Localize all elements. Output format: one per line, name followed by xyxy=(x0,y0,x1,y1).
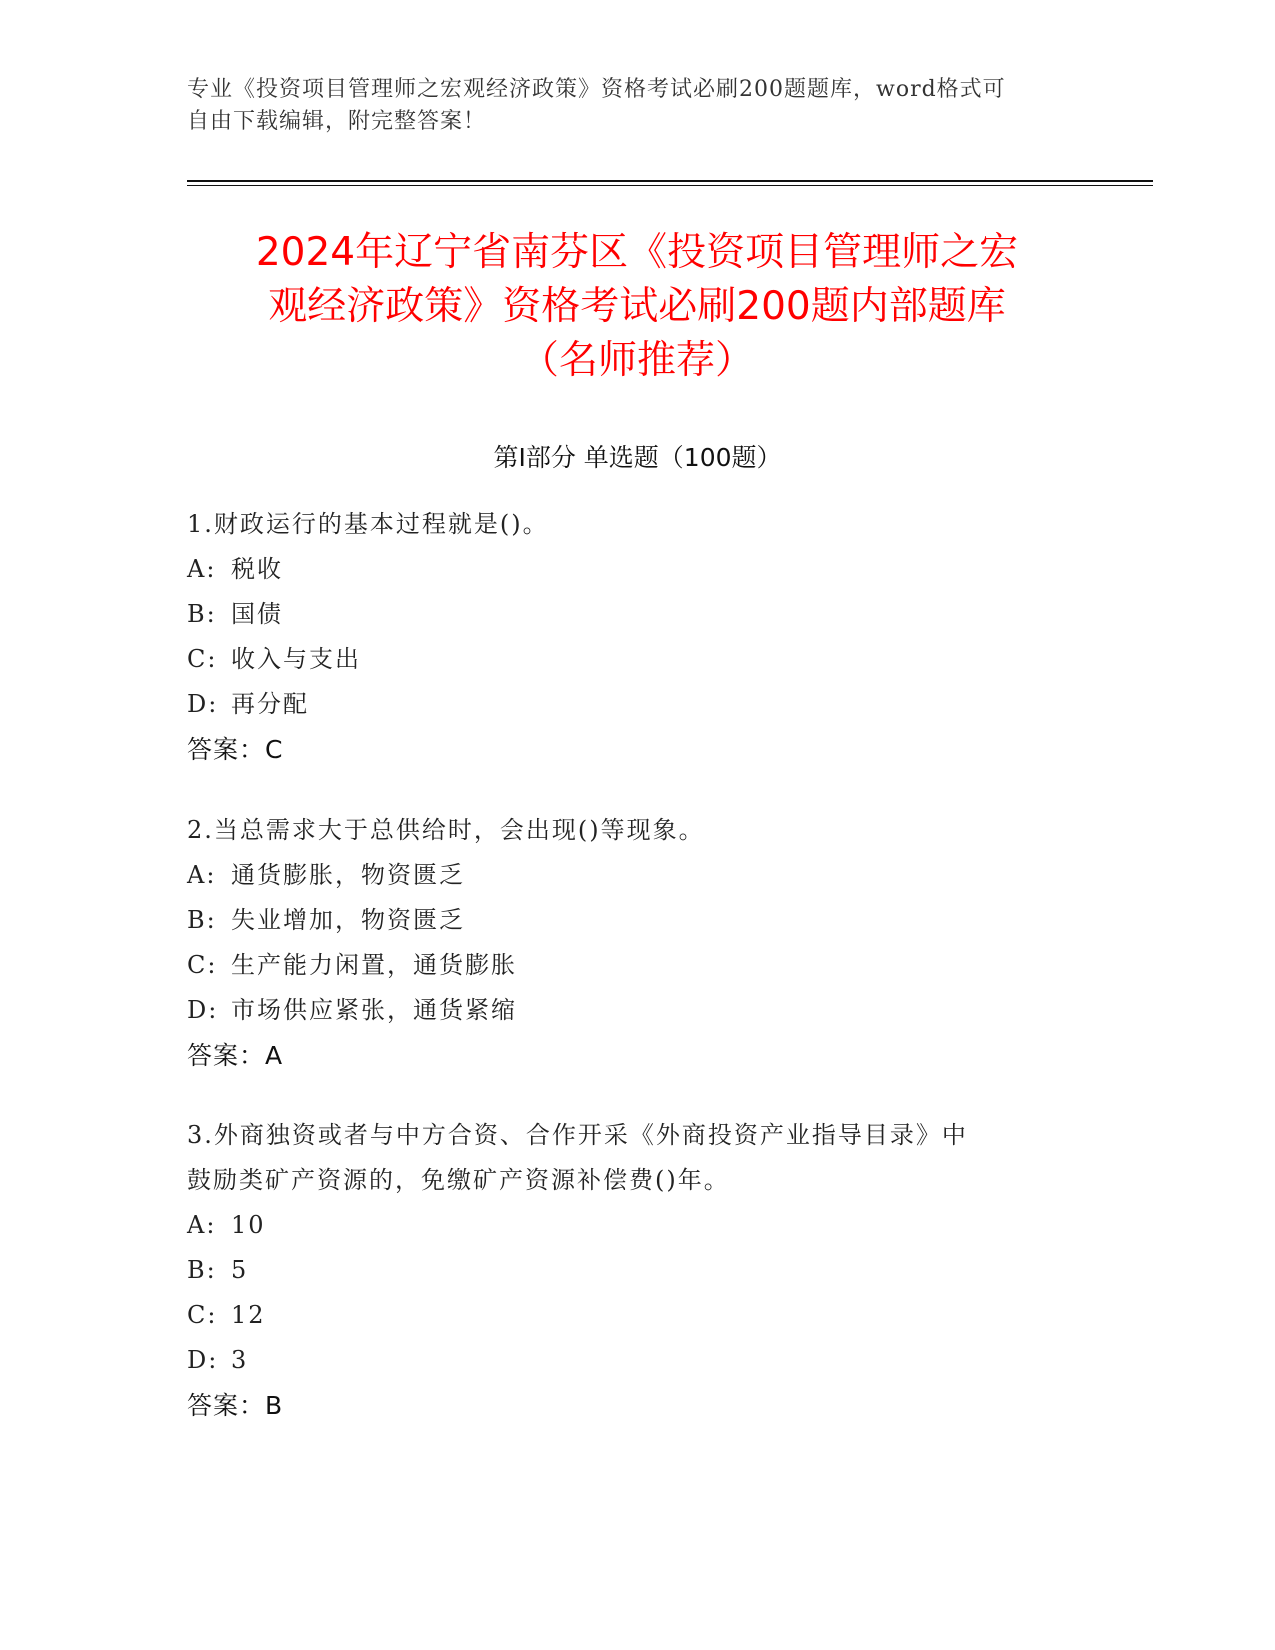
option-letter: C: xyxy=(187,951,218,979)
answer-line: 答案：C xyxy=(187,735,284,764)
question-1 xyxy=(187,502,1067,772)
header-rule-thin xyxy=(187,185,1153,186)
question-stem-line-2: 鼓励类矿产资源的，免缴矿产资源补偿费()年。 xyxy=(187,1166,730,1194)
question-2 xyxy=(187,808,1067,1078)
option-text: 失业增加，物资匮乏 xyxy=(231,906,465,934)
option-text: 国债 xyxy=(231,600,283,628)
option-c xyxy=(187,637,1067,682)
title-line-2: 观经济政策》资格考试必刷200题内部题库 xyxy=(268,284,1006,329)
title-line-3: （名师推荐） xyxy=(519,338,754,383)
option-text: 10 xyxy=(231,1211,266,1239)
option-text: 收入与支出 xyxy=(231,645,361,673)
option-text: 通货膨胀，物资匮乏 xyxy=(231,861,465,889)
question-3 xyxy=(187,1113,1067,1428)
option-letter: A: xyxy=(187,861,217,889)
question-stem: 2.当总需求大于总供给时，会出现()等现象。 xyxy=(187,816,705,844)
option-c xyxy=(187,943,1067,988)
option-b xyxy=(187,592,1067,637)
header-note-line-1: 专业《投资项目管理师之宏观经济政策》资格考试必刷200题题库，word格式可 xyxy=(187,77,1006,102)
answer-line: 答案：A xyxy=(187,1041,284,1070)
option-letter: A: xyxy=(187,555,217,583)
option-b xyxy=(187,1248,1067,1293)
section-heading: 第Ⅰ部分 单选题（100题） xyxy=(493,443,782,472)
option-a xyxy=(187,853,1067,898)
option-d xyxy=(187,1338,1067,1383)
document-title xyxy=(187,226,1087,388)
option-c xyxy=(187,1293,1067,1338)
option-text: 生产能力闲置，通货膨胀 xyxy=(231,951,517,979)
option-b xyxy=(187,898,1067,943)
option-letter: B: xyxy=(187,600,217,628)
option-text: 市场供应紧张，通货紧缩 xyxy=(231,996,517,1024)
option-a xyxy=(187,1203,1067,1248)
question-stem-line-1: 3.外商独资或者与中方合资、合作开采《外商投资产业指导目录》中 xyxy=(187,1121,968,1149)
option-text: 税收 xyxy=(231,555,283,583)
option-d xyxy=(187,682,1067,727)
header-rule-thick xyxy=(187,180,1153,182)
option-letter: B: xyxy=(187,1256,217,1284)
option-text: 再分配 xyxy=(231,690,309,718)
option-letter: D: xyxy=(187,1346,219,1374)
option-letter: B: xyxy=(187,906,217,934)
option-text: 3 xyxy=(231,1346,249,1374)
option-letter: D: xyxy=(187,996,219,1024)
option-letter: D: xyxy=(187,690,219,718)
option-letter: C: xyxy=(187,1301,218,1329)
option-text: 5 xyxy=(231,1256,249,1284)
option-letter: A: xyxy=(187,1211,217,1239)
option-text: 12 xyxy=(231,1301,266,1329)
title-line-1: 2024年辽宁省南芬区《投资项目管理师之宏 xyxy=(255,230,1019,275)
option-a xyxy=(187,547,1067,592)
question-stem: 1.财政运行的基本过程就是()。 xyxy=(187,510,549,538)
option-d xyxy=(187,988,1067,1033)
header-note xyxy=(187,74,1067,138)
answer-line: 答案：B xyxy=(187,1391,284,1420)
header-note-line-2: 自由下载编辑，附完整答案！ xyxy=(187,109,487,134)
option-letter: C: xyxy=(187,645,218,673)
